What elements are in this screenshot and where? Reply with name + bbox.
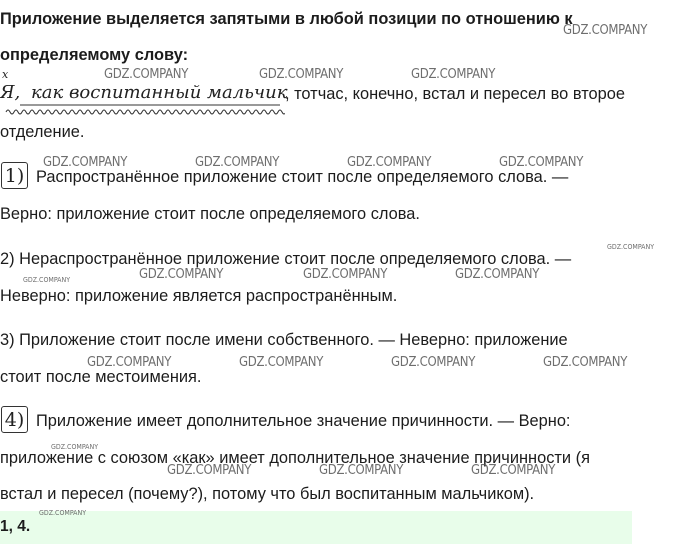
watermark: GDZ.COMPANY — [259, 67, 344, 82]
watermark: GDZ.COMPANY — [23, 276, 71, 284]
apposition-underline — [0, 103, 285, 117]
item-4-line2: приложение с союзом «как» имеет дополнительное значение причинности (я — [0, 449, 590, 467]
watermark: GDZ.COMPANY — [39, 509, 87, 517]
rule-heading-line2: определяемому слову: — [0, 46, 189, 64]
watermark: GDZ.COMPANY — [607, 243, 655, 251]
item-4-line1: Приложение имеет дополнительное значение причинности. — Верно: — [36, 412, 571, 430]
watermark: GDZ.COMPANY — [471, 463, 556, 478]
subject-mark: x — [2, 68, 9, 81]
watermark: GDZ.COMPANY — [139, 267, 224, 282]
watermark: GDZ.COMPANY — [455, 267, 540, 282]
item-3-line1: 3) Приложение стоит после имени собственного. — Неверно: приложение — [0, 331, 568, 349]
watermark: GDZ.COMPANY — [87, 355, 172, 370]
answer-bar — [0, 511, 632, 544]
watermark: GDZ.COMPANY — [543, 355, 628, 370]
watermark: GDZ.COMPANY — [104, 67, 189, 82]
item-1-line1: Распространённое приложение стоит после определяемого слова. — — [36, 168, 569, 186]
watermark: GDZ.COMPANY — [319, 463, 404, 478]
watermark: GDZ.COMPANY — [303, 267, 388, 282]
watermark: GDZ.COMPANY — [239, 355, 324, 370]
item-1-line2: Верно: приложение стоит после определяемого слова. — [0, 205, 420, 223]
watermark: GDZ.COMPANY — [51, 443, 99, 451]
example-subject: Я, — [0, 82, 21, 103]
item-3-line2: стоит после местоимения. — [0, 368, 202, 386]
rule-heading-line1: Приложение выделяется запятыми в любой позиции по отношению к — [0, 10, 573, 28]
item-4-number-box: 4) — [1, 406, 28, 433]
watermark: GDZ.COMPANY — [391, 355, 476, 370]
watermark: GDZ.COMPANY — [499, 155, 584, 170]
example-line2: отделение. — [0, 123, 85, 141]
watermark: GDZ.COMPANY — [411, 67, 496, 82]
example-apposition: как воспитанный мальчик — [31, 82, 288, 103]
answer-text: 1, 4. — [0, 518, 31, 535]
item-4-line3: встал и пересел (почему?), потому что был воспитанным мальчиком). — [0, 485, 535, 503]
watermark: GDZ.COMPANY — [563, 23, 648, 38]
watermark: GDZ.COMPANY — [167, 463, 252, 478]
item-1-number-box: 1) — [1, 162, 28, 189]
watermark: GDZ.COMPANY — [43, 155, 128, 170]
example-rest: , тотчас, конечно, встал и пересел во второе — [285, 85, 625, 103]
watermark: GDZ.COMPANY — [195, 155, 280, 170]
watermark: GDZ.COMPANY — [347, 155, 432, 170]
item-2-line1: 2) Нераспространённое приложение стоит после определяемого слова. — — [0, 250, 572, 268]
item-2-line2: Неверно: приложение является распространённым. — [0, 287, 398, 305]
